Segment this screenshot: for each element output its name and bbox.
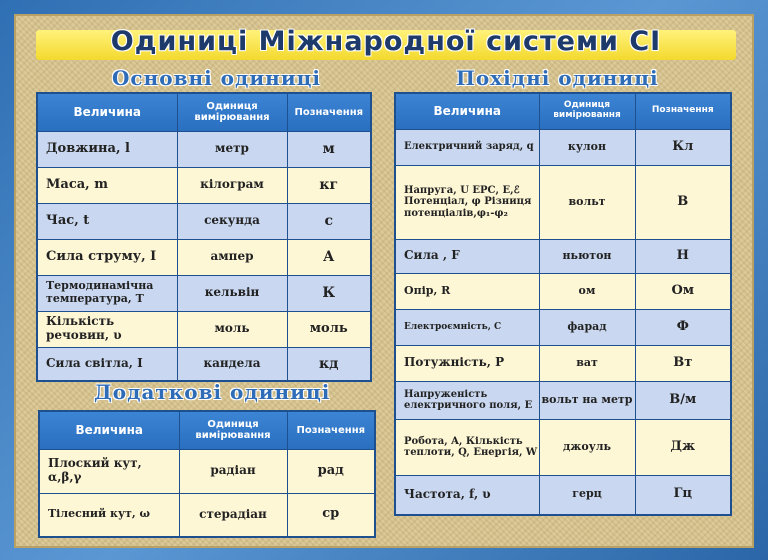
unit-name: кілограм (177, 167, 287, 203)
table-row (395, 129, 731, 165)
unit-symbol: А (287, 239, 371, 275)
unit-symbol: м (287, 131, 371, 167)
basic-header-symbol: Позначення (287, 93, 371, 131)
derived-header-unit: Одиниця вимірювання (539, 93, 635, 129)
table-row (395, 273, 731, 309)
additional-header-symbol: Позначення (287, 411, 375, 449)
table-row (39, 493, 375, 537)
table-row (37, 203, 371, 239)
quantity-name: Електроємність, С (395, 309, 539, 345)
additional-units-table (38, 410, 376, 538)
unit-symbol: кг (287, 167, 371, 203)
additional-header-quantity: Величина (39, 411, 179, 449)
unit-symbol: ср (287, 493, 375, 537)
table-row (37, 167, 371, 203)
quantity-name: Потужність, P (395, 345, 539, 381)
additional-header-row (39, 411, 375, 449)
unit-name: кулон (539, 129, 635, 165)
poster-title: Одиниці Міжнародної системи СІ (110, 26, 662, 57)
table-row (37, 275, 371, 311)
unit-symbol: Дж (635, 419, 731, 475)
unit-name: вольт на метр (539, 381, 635, 419)
quantity-name: Сила , F (395, 239, 539, 273)
unit-name: ньютон (539, 239, 635, 273)
unit-name: ампер (177, 239, 287, 275)
unit-symbol: В (635, 165, 731, 239)
table-row (395, 345, 731, 381)
table-row (37, 311, 371, 347)
quantity-name: Сила світла, I (37, 347, 177, 381)
unit-symbol: Кл (635, 129, 731, 165)
unit-name: моль (177, 311, 287, 347)
unit-name: кельвін (177, 275, 287, 311)
quantity-name: Електричний заряд, q (395, 129, 539, 165)
additional-header-unit: Одиниця вимірювання (179, 411, 287, 449)
unit-name: герц (539, 475, 635, 515)
unit-symbol: Н (635, 239, 731, 273)
unit-symbol: рад (287, 449, 375, 493)
quantity-name: Маса, m (37, 167, 177, 203)
quantity-name: Частота, f, υ (395, 475, 539, 515)
unit-symbol: с (287, 203, 371, 239)
basic-header-quantity: Величина (37, 93, 177, 131)
derived-header-row (395, 93, 731, 129)
unit-name: вольт (539, 165, 635, 239)
unit-symbol: Ф (635, 309, 731, 345)
quantity-name: Напруга, U ЕРС, E,ℰ Потенціал, φ Різниця потенціалів,φ₁-φ₂ (395, 165, 539, 239)
unit-symbol: Вт (635, 345, 731, 381)
table-row (37, 347, 371, 381)
unit-symbol: К (287, 275, 371, 311)
table-row (395, 381, 731, 419)
table-row (37, 131, 371, 167)
derived-header-symbol: Позначення (635, 93, 731, 129)
table-row (395, 419, 731, 475)
unit-symbol: В/м (635, 381, 731, 419)
quantity-name: Плоский кут, α,β,γ (39, 449, 179, 493)
unit-name: джоуль (539, 419, 635, 475)
basic-header-row (37, 93, 371, 131)
unit-name: ом (539, 273, 635, 309)
poster (14, 14, 754, 548)
unit-symbol: Ом (635, 273, 731, 309)
derived-units-title: Похідні одиниці (456, 66, 659, 90)
table-row (37, 239, 371, 275)
unit-symbol: Гц (635, 475, 731, 515)
derived-header-quantity: Величина (395, 93, 539, 129)
quantity-name: Довжина, l (37, 131, 177, 167)
basic-units-title: Основні одиниці (112, 66, 322, 90)
table-row (395, 239, 731, 273)
quantity-name: Термодинамічна температура, T (37, 275, 177, 311)
basic-header-unit: Одиниця вимірювання (177, 93, 287, 131)
unit-symbol: моль (287, 311, 371, 347)
quantity-name: Час, t (37, 203, 177, 239)
unit-name: секунда (177, 203, 287, 239)
table-row (395, 165, 731, 239)
unit-name: фарад (539, 309, 635, 345)
unit-name: радіан (179, 449, 287, 493)
unit-name: ват (539, 345, 635, 381)
quantity-name: Опір, R (395, 273, 539, 309)
table-row (395, 309, 731, 345)
quantity-name: Сила струму, I (37, 239, 177, 275)
basic-units-table (36, 92, 372, 382)
derived-units-table (394, 92, 732, 516)
quantity-name: Напруженість електричного поля, E (395, 381, 539, 419)
quantity-name: Тілесний кут, ω (39, 493, 179, 537)
unit-name: кандела (177, 347, 287, 381)
additional-units-title: Додаткові одиниці (94, 380, 331, 404)
quantity-name: Робота, A, Кількість теплоти, Q, Енергія, W (395, 419, 539, 475)
unit-name: стерадіан (179, 493, 287, 537)
unit-name: метр (177, 131, 287, 167)
table-row (395, 475, 731, 515)
quantity-name: Кількість речовин, υ (37, 311, 177, 347)
table-row (39, 449, 375, 493)
unit-symbol: кд (287, 347, 371, 381)
